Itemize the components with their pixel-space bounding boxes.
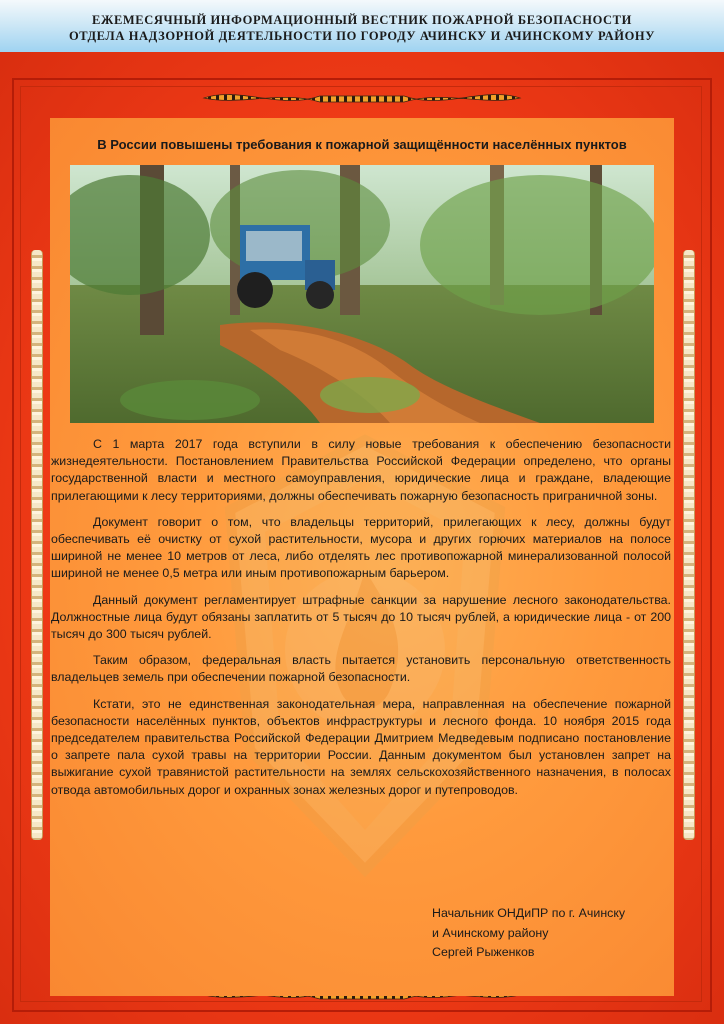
article-paragraph: Кстати, это не единственная законодательная мера, направленная на обеспечение пожарной безопасности населённых пунктов, объектов инфраструктуры и лесного фонда. 10 ноября 2015 года председателем правительства Российской Федерации Дмитрием Медведевым подписано постановление о запрете пала сухой травы на территории России. Данным документом был установлен запрет на выжигание сухой травянистой растительности на землях сельскохозяйственного назначения, в полосах отвода автомобильных дорог и охранных зонах железных дорог и путепроводов. — [51, 696, 671, 797]
header-line-2: ОТДЕЛА НАДЗОРНОЙ ДЕЯТЕЛЬНОСТИ ПО ГОРОДУ АЧИНСКУ И АЧИНСКОМУ РАЙОНУ — [68, 29, 656, 43]
signature-position: Начальник ОНДиПР по г. Ачинску — [432, 906, 626, 920]
article-body — [51, 436, 671, 808]
article-paragraph: С 1 марта 2017 года вступили в силу новые требования к обеспечению безопасности жизнедеятельности. Постановлением Правительства Российской Федерации определено, что органы государственной власти и местного самоуправления, юридические лица и граждане, владеющие прилегающими к лесу территориями, должны обеспечивать пожарную безопасность приграничной зоны. — [51, 437, 671, 503]
article-paragraph: Таким образом, федеральная власть пытается установить персональную ответственность владельцев земель при обеспечении пожарной безопасности. — [51, 653, 671, 685]
header-line-1: ЕЖЕМЕСЯЧНЫЙ ИНФОРМАЦИОННЫЙ ВЕСТНИК ПОЖАРНОЙ БЕЗОПАСНОСТИ — [92, 13, 632, 27]
article-title: В России повышены требования к пожарной защищённости населённых пунктов — [97, 137, 627, 152]
article-paragraph: Данный документ регламентирует штрафные санкции за нарушение лесного законодательства. Должностные лица будут обязаны заплатить от 5 тысяч до 10 тысяч рублей, а юридические лица - от 200 тысяч до 300 тысяч рублей. — [51, 592, 671, 642]
rope-ornament-right — [683, 250, 695, 840]
ribbon-ornament-top — [200, 88, 524, 108]
signature-block — [432, 904, 625, 963]
newsletter-header — [0, 0, 724, 54]
rope-ornament-left — [31, 250, 43, 840]
tractor-forest-photo — [70, 165, 654, 423]
article-paragraph: Документ говорит о том, что владельцы территорий, прилегающих к лесу, должны будут обеспечивать её очистку от сухой растительности, мусора и других горючих материалов на полосе шириной не менее 10 метров от леса, либо отделять лес противопожарной минерализованной полосой шириной не менее 0,5 метра или иным противопожарным барьером. — [51, 514, 671, 581]
signature-name: Сергей Рыженков — [432, 945, 535, 959]
signature-position-cont: и Ачинскому району — [432, 925, 549, 940]
